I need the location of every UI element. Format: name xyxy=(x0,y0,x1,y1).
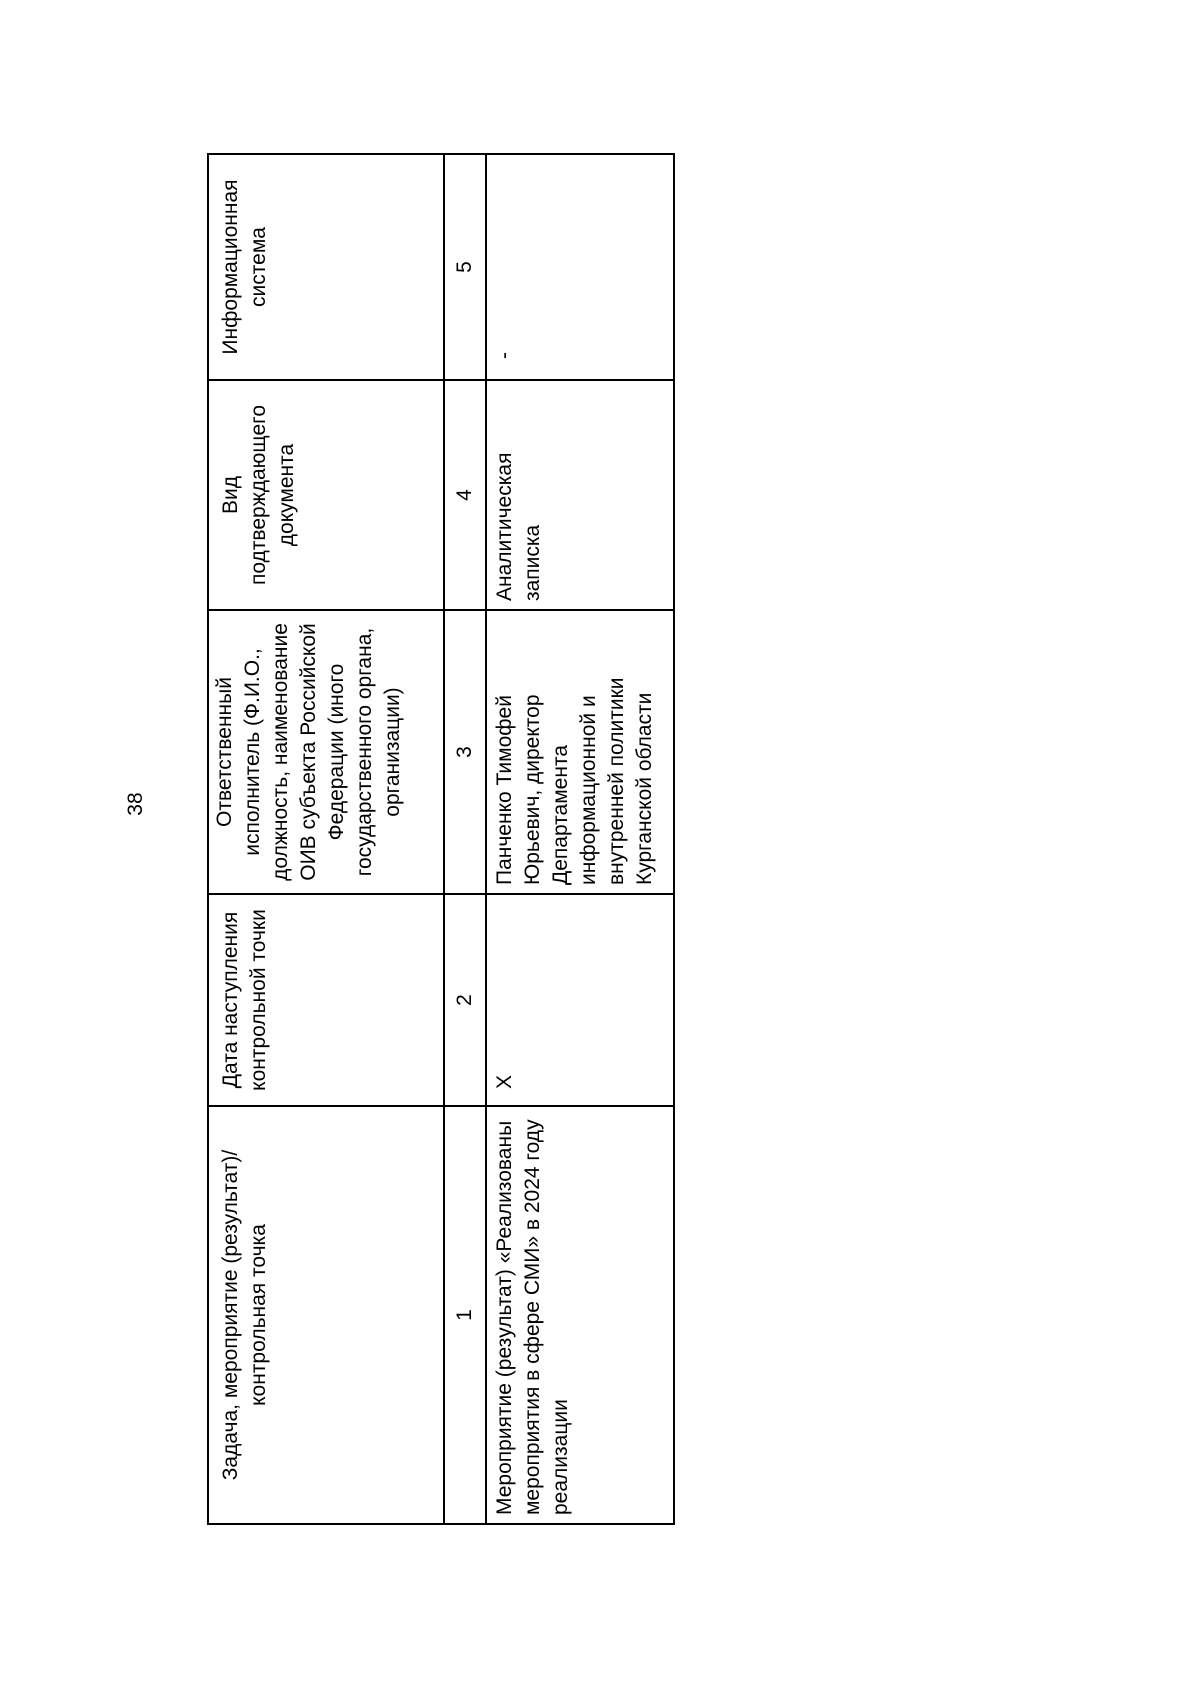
plan-table-container xyxy=(207,155,673,1525)
header-date: Дата наступления контрольной точки xyxy=(208,894,444,1106)
column-number-3: 3 xyxy=(444,610,486,894)
plan-table xyxy=(207,153,675,1525)
column-number-row xyxy=(444,154,486,1524)
header-system: Информационная система xyxy=(208,154,444,380)
page-number: 38 xyxy=(124,792,147,816)
header-document: Вид подтверждающего документа xyxy=(208,380,444,610)
column-number-5: 5 xyxy=(444,154,486,380)
header-task: Задача, мероприятие (результат)/ контрольная точка xyxy=(208,1106,444,1524)
cell-date: X xyxy=(486,894,674,1106)
column-number-1: 1 xyxy=(444,1106,486,1524)
cell-executor: Панченко Тимофей Юрьевич, директор Департамента информационной и внутренней политики Курганской области xyxy=(486,610,674,894)
column-number-4: 4 xyxy=(444,380,486,610)
header-executor: Ответственный исполнитель (Ф.И.О., должность, наименование ОИВ субъекта Российской Федерации (иного государственного органа, организации) xyxy=(208,610,444,894)
cell-document: Аналитическая записка xyxy=(486,380,674,610)
cell-task: Мероприятие (результат) «Реализованы мероприятия в сфере СМИ» в 2024 году реализации xyxy=(486,1106,674,1524)
cell-system: - xyxy=(486,154,674,380)
table-header-row xyxy=(208,154,444,1524)
column-number-2: 2 xyxy=(444,894,486,1106)
table-row xyxy=(486,154,674,1524)
